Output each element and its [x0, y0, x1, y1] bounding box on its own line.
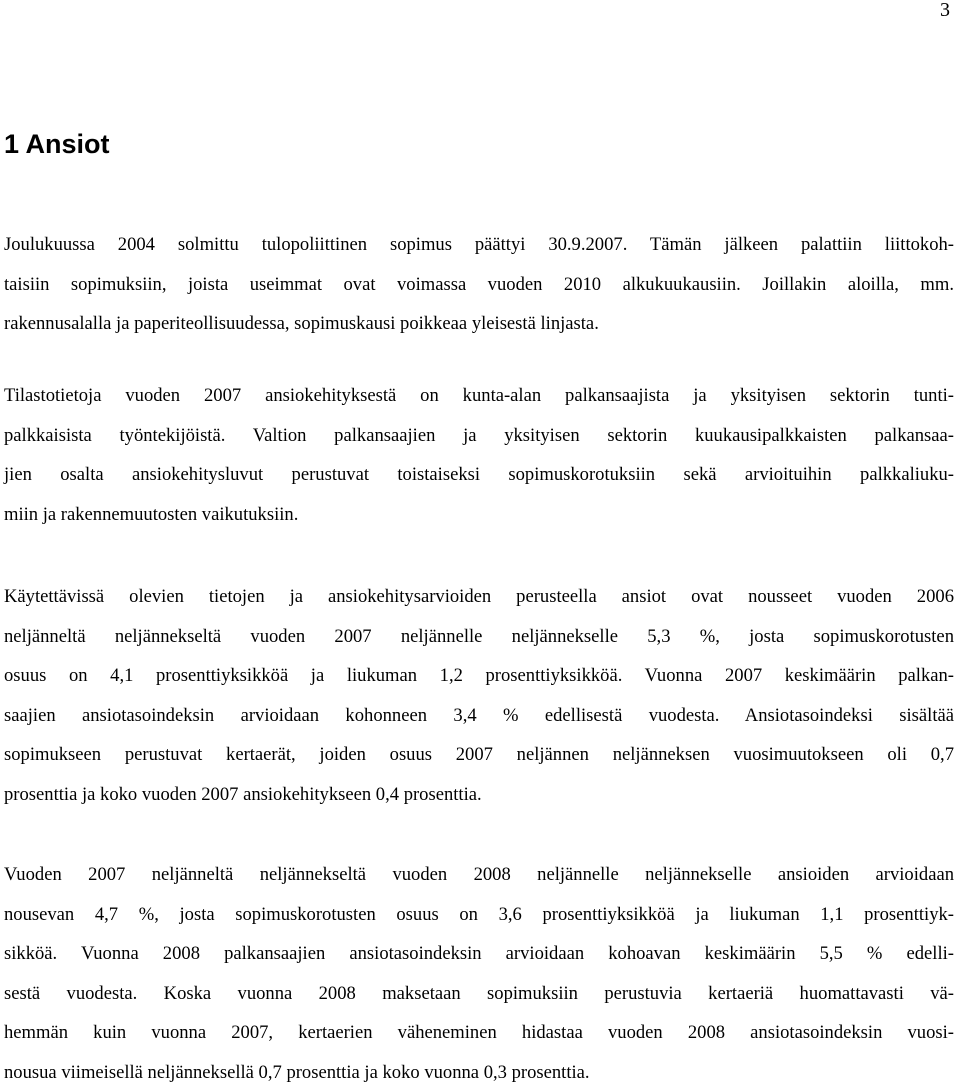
paragraph-line: sikköä. Vuonna 2008 palkansaajien ansiotasoindeksin arvioidaan kohoavan keskimäärin 5,5 % edelli- — [4, 934, 954, 974]
paragraph-4 — [4, 855, 954, 1092]
paragraph-line: Tilastotietoja vuoden 2007 ansiokehityksestä on kunta-alan palkansaajista ja yksityisen sektorin tunti- — [4, 376, 954, 416]
paragraph-line: jien osalta ansiokehitysluvut perustuvat toistaiseksi sopimuskorotuksiin sekä arvioituihin palkkaliuku- — [4, 455, 954, 495]
paragraph-2 — [4, 376, 954, 534]
paragraph-line: hemmän kuin vuonna 2007, kertaerien väheneminen hidastaa vuoden 2008 ansiotasoindeksin vuosi- — [4, 1013, 954, 1053]
paragraph-line: rakennusalalla ja paperiteollisuudessa, sopimuskausi poikkeaa yleisestä linjasta. — [4, 304, 954, 344]
paragraph-line: sestä vuodesta. Koska vuonna 2008 maksetaan sopimuksiin perustuvia kertaeriä huomattavasti vä- — [4, 974, 954, 1014]
paragraph-line: Joulukuussa 2004 solmittu tulopoliittinen sopimus päättyi 30.9.2007. Tämän jälkeen palattiin liittokoh- — [4, 225, 954, 265]
paragraph-line: sopimukseen perustuvat kertaerät, joiden osuus 2007 neljännen neljänneksen vuosimuutokseen oli 0,7 — [4, 735, 954, 775]
paragraph-3 — [4, 577, 954, 814]
paragraph-line: taisiin sopimuksiin, joista useimmat ovat voimassa vuoden 2010 alkukuukausiin. Joillakin aloilla, mm. — [4, 265, 954, 305]
paragraph-line: osuus on 4,1 prosenttiyksikköä ja liukuman 1,2 prosenttiyksikköä. Vuonna 2007 keskimäärin palkan- — [4, 656, 954, 696]
section-heading: 1 Ansiot — [4, 126, 110, 162]
paragraph-1 — [4, 225, 954, 344]
paragraph-line: nousevan 4,7 %, josta sopimuskorotusten osuus on 3,6 prosenttiyksikköä ja liukuman 1,1 prosenttiyk- — [4, 895, 954, 935]
paragraph-line: Käytettävissä olevien tietojen ja ansiokehitysarvioiden perusteella ansiot ovat nousseet vuoden 2006 — [4, 577, 954, 617]
paragraph-line: saajien ansiotasoindeksin arvioidaan kohonneen 3,4 % edellisestä vuodesta. Ansiotasoindeksi sisältää — [4, 696, 954, 736]
paragraph-line: palkkaisista työntekijöistä. Valtion palkansaajien ja yksityisen sektorin kuukausipalkkaisten palkansaa- — [4, 416, 954, 456]
paragraph-line: prosenttia ja koko vuoden 2007 ansiokehitykseen 0,4 prosenttia. — [4, 775, 954, 815]
page-number: 3 — [940, 0, 950, 22]
paragraph-line: miin ja rakennemuutosten vaikutuksiin. — [4, 495, 954, 535]
paragraph-line: neljänneltä neljännekseltä vuoden 2007 neljännelle neljännekselle 5,3 %, josta sopimuskorotusten — [4, 617, 954, 657]
paragraph-line: Vuoden 2007 neljänneltä neljännekseltä vuoden 2008 neljännelle neljännekselle ansioiden arvioidaan — [4, 855, 954, 895]
paragraph-line: nousua viimeisellä neljänneksellä 0,7 prosenttia ja koko vuonna 0,3 prosenttia. — [4, 1053, 954, 1092]
